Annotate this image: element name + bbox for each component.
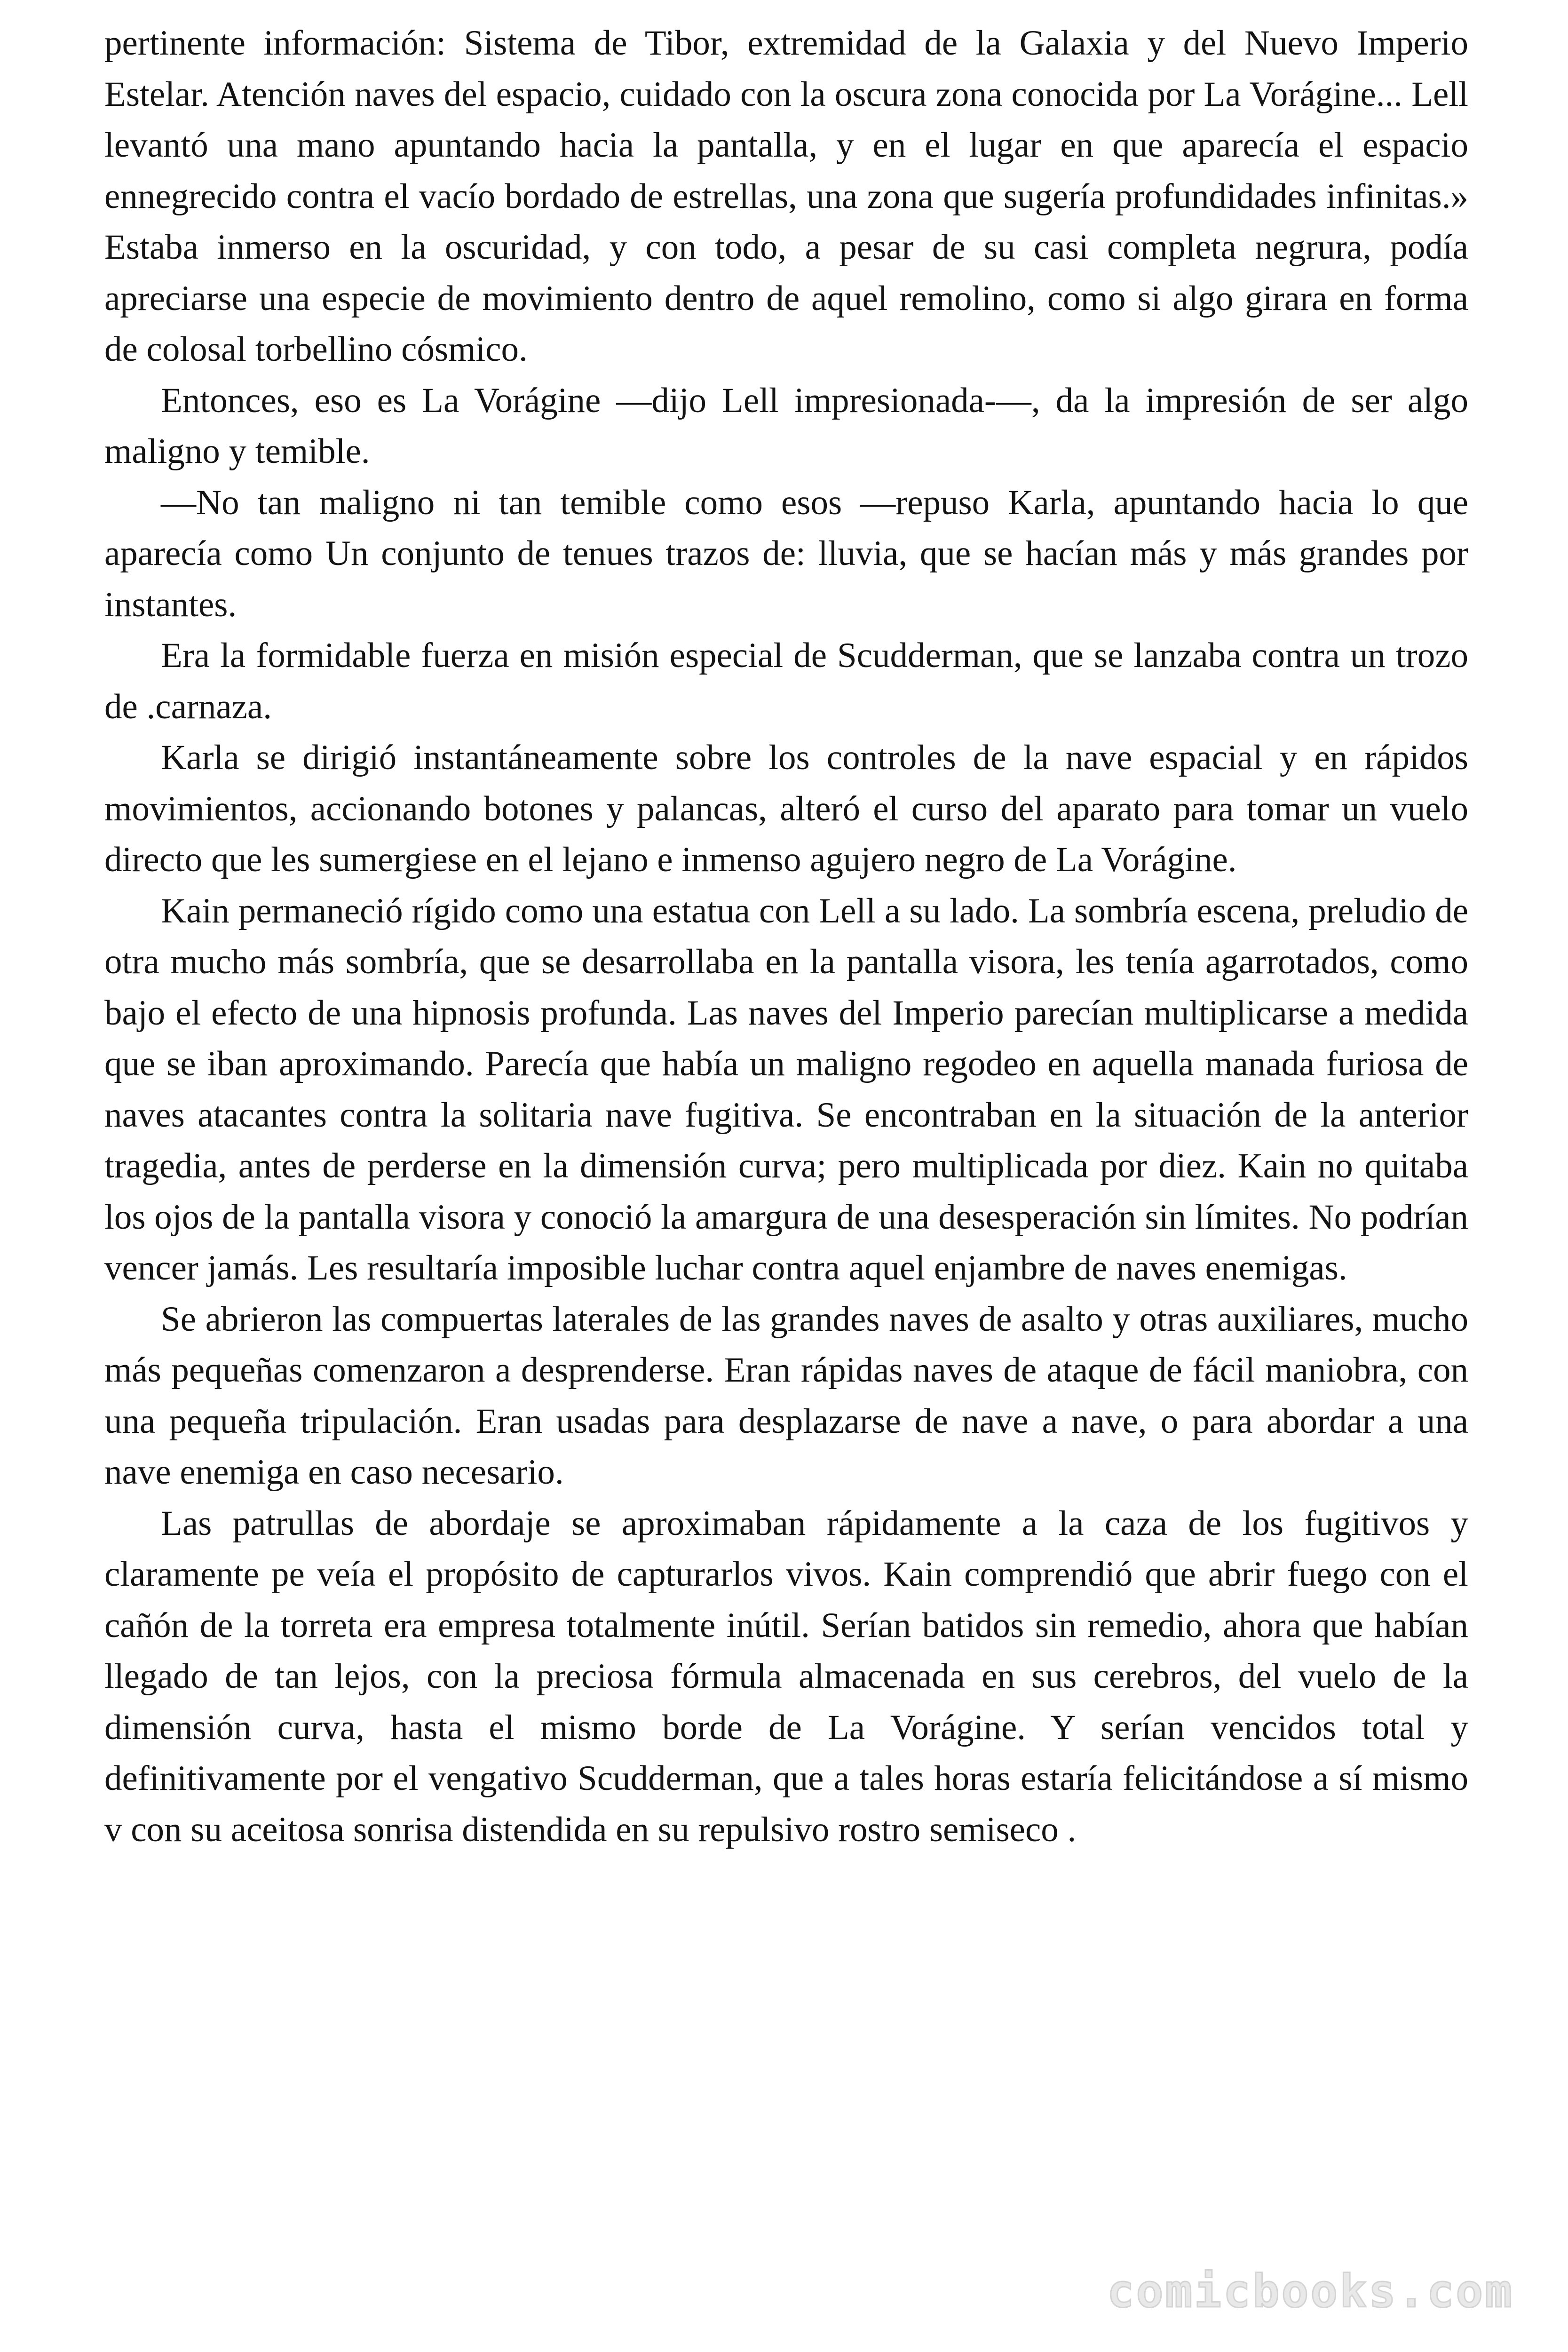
paragraph-6: Kain permaneció rígido como una estatua con Lell a su lado. La sombría escena, preludio de otra mucho más sombría, que se desarrollaba en la pantalla visora, les tenía agarrotados, como bajo el efecto de una hipnosis profunda. Las naves del Imperio parecían multiplicarse a medida que se iban aproximando. Parecía que había un maligno regodeo en aquella manada furiosa de naves atacantes contra la solitaria nave fugitiva. Se encontraban en la situación de la anterior tragedia, antes de perderse en la dimensión curva; pero multiplicada por diez. Kain no quitaba los ojos de la pantalla visora y conoció la amargura de una desesperación sin límites. No podrían vencer jamás. Les resultaría imposible luchar contra aquel enjambre de naves enemigas. [104,891,1468,1287]
paragraph-8: Las patrullas de abordaje se aproximaban rápidamente a la caza de los fugitivos y claramente pe veía el propósito de capturarlos vivos. Kain comprendió que abrir fuego con el cañón de la torreta era empresa totalmente inútil. Serían batidos sin remedio, ahora que habían llegado de tan lejos, con la preciosa fórmula almacenada en sus cerebros, del vuelo de la dimensión curva, hasta el mismo borde de La Vorágine. Y serían vencidos total y definitivamente por el vengativo Scudderman, que a tales horas estaría felicitándose a sí mismo v con su aceitosa sonrisa distendida en su repulsivo rostro semiseco . [104,1503,1468,1849]
paragraph-4: Era la formidable fuerza en misión especial de Scudderman, que se lanzaba contra un trozo de .carnaza. [104,636,1468,726]
watermark: comicbooks.com [1107,2265,1514,2318]
paragraph-7: Se abrieron las compuertas laterales de las grandes naves de asalto y otras auxiliares, mucho más pequeñas comenzaron a desprenderse. Eran rápidas naves de ataque de fácil maniobra, con una pequeña tripulación. Eran usadas para desplazarse de nave a nave, o para abordar a una nave enemiga en caso necesario. [104,1299,1468,1492]
paragraph-1: pertinente información: Sistema de Tibor, extremidad de la Galaxia y del Nuevo Imperio Estelar. Atención naves del espacio, cuidado con la oscura zona conocida por La Vorágine... Lell levantó una mano apuntando hacia la pantalla, y en el lugar en que aparecía el espacio ennegrecido contra el vacío bordado de estrellas, una zona que sugería profundidades infinitas.» Estaba inmerso en la oscuridad, y con todo, a pesar de su casi completa negrura, podía apreciarse una especie de movimiento dentro de aquel remolino, como si algo girara en forma de colosal torbellino cósmico. [104,24,1468,369]
paragraph-3: —No tan maligno ni tan temible como esos —repuso Karla, apuntando hacia lo que aparecía como Un conjunto de tenues trazos de: lluvia, que se hacían más y más grandes por instantes. [104,483,1468,624]
page-text [104,18,1468,1855]
paragraph-2: Entonces, eso es La Vorágine —dijo Lell impresionada-—, da la impresión de ser algo maligno y temible. [104,381,1468,471]
paragraph-5: Karla se dirigió instantáneamente sobre los controles de la nave espacial y en rápidos movimientos, accionando botones y palancas, alteró el curso del aparato para tomar un vuelo directo que les sumergiese en el lejano e inmenso agujero negro de La Vorágine. [104,738,1468,879]
